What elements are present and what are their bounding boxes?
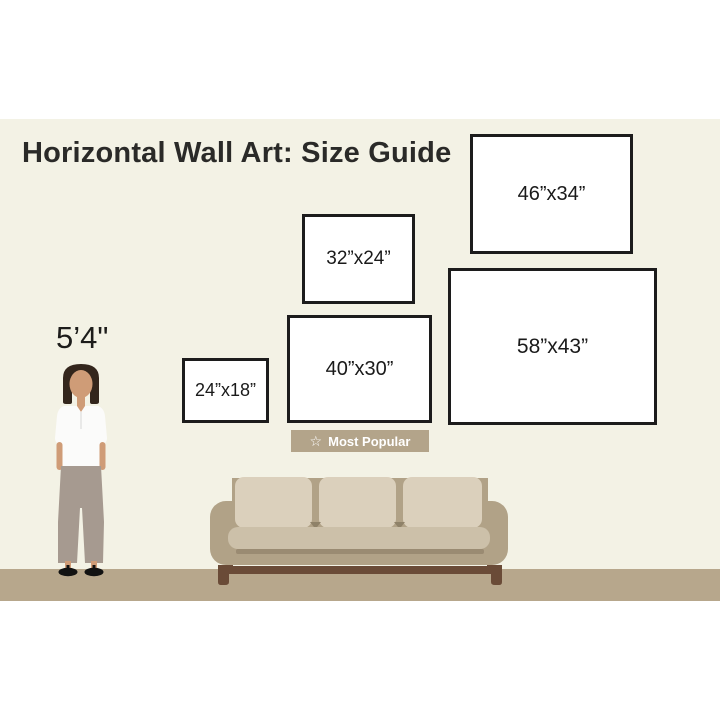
- frame-size-label: 40”x30”: [325, 357, 394, 380]
- wall-art-frame-46x34: [470, 134, 633, 254]
- person-neck: [77, 392, 85, 408]
- person-left-forearm: [57, 442, 63, 470]
- person-pants: [58, 466, 104, 563]
- wall-art-frame-58x43: [448, 268, 657, 425]
- frame-size-label: 58”x43”: [516, 334, 589, 358]
- sofa-back-cushion-right: [403, 477, 482, 528]
- sofa-back-cushion-middle: [319, 477, 396, 528]
- sofa-seat-cushion: [228, 527, 490, 549]
- person-placket-line: [80, 412, 81, 429]
- wall-art-frame-32x24: [302, 214, 415, 304]
- page-title: Horizontal Wall Art: Size Guide: [22, 137, 452, 169]
- most-popular-badge: [291, 430, 429, 452]
- wall-art-frame-40x30: [287, 315, 432, 423]
- sofa-seat-shadow: [236, 549, 484, 554]
- person-left-shoe-strap: [67, 565, 70, 570]
- most-popular-label: Most Popular: [328, 433, 411, 449]
- sofa-left-leg: [218, 565, 233, 585]
- person-right-forearm: [100, 442, 106, 470]
- frame-size-label: 24”x18”: [194, 380, 257, 400]
- sofa-right-leg: [487, 565, 502, 585]
- star-icon: ☆: [309, 433, 323, 449]
- frame-size-label: 32”x24”: [326, 248, 391, 269]
- person-height-label: 5’4": [56, 320, 109, 355]
- wall-art-frame-24x18: [182, 358, 269, 423]
- frame-size-label: 46”x34”: [517, 182, 586, 205]
- person-right-shoe-strap: [93, 565, 96, 570]
- sofa: [205, 470, 515, 590]
- person-figure: [44, 362, 126, 580]
- sofa-stretcher-bar: [231, 566, 489, 574]
- sofa-back-cushion-left: [235, 477, 312, 528]
